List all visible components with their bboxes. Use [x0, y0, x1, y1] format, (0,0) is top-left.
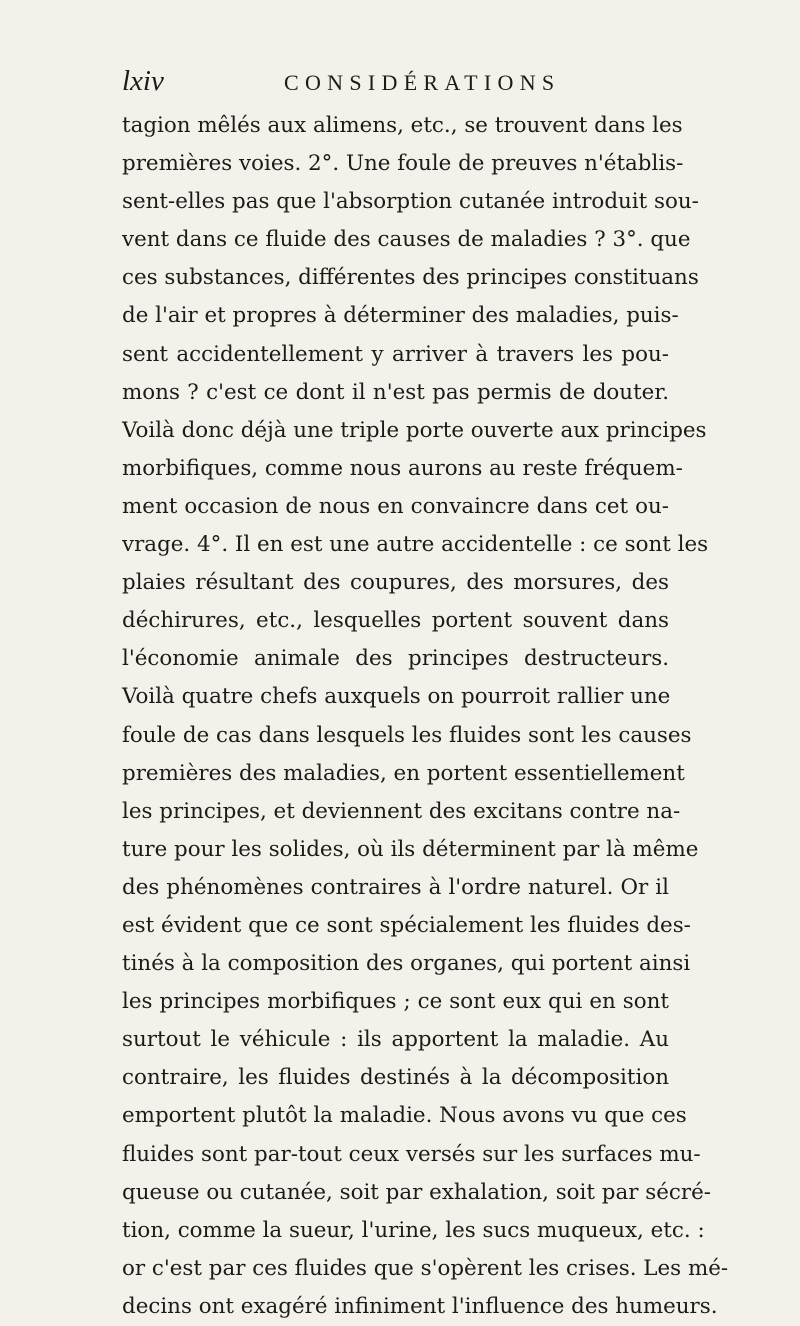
- text-line: queuse ou cutanée, soit par exhalation, soit par sécré-: [122, 1179, 711, 1205]
- text-line: vrage. 4°. Il en est une autre accidentelle : ce sont les: [122, 532, 709, 558]
- text-line: premières voies. 2°. Une foule de preuves n'établis-: [122, 151, 684, 177]
- body-text: [122, 107, 729, 1326]
- text-line: tagion mêlés aux alimens, etc., se trouvent dans les: [122, 113, 683, 138]
- text-line: sent-elles pas que l'absorption cutanée introduit sou-: [122, 189, 699, 215]
- text-line: fluides sont par-tout ceux versés sur les surfaces mu-: [122, 1141, 701, 1167]
- text-line: vent dans ce fluide des causes de maladies ? 3°. que: [122, 227, 691, 253]
- text-line: ces substances, différentes des principes constituans: [122, 265, 699, 291]
- text-line: decins ont exagéré infiniment l'influence des humeurs.: [122, 1293, 718, 1319]
- text-line: est évident que ce sont spécialement les fluides des-: [122, 912, 691, 938]
- text-line: ment occasion de nous en convaincre dans cet ou-: [122, 493, 669, 519]
- text-line: Voilà quatre chefs auxquels on pourroit rallier une: [122, 684, 671, 710]
- text-line: mons ? c'est ce dont il n'est pas permis de douter.: [122, 379, 669, 405]
- text-line: l'économie animale des principes destructeurs.: [122, 646, 669, 672]
- text-line: or c'est par ces fluides que s'opèrent les crises. Les mé-: [122, 1255, 729, 1281]
- text-line: tion, comme la sueur, l'urine, les sucs muqueux, etc. :: [122, 1217, 705, 1243]
- text-line: surtout le véhicule : ils apportent la maladie. Au: [122, 1027, 669, 1053]
- text-line: sent accidentellement y arriver à travers les pou-: [122, 341, 669, 367]
- text-line: déchirures, etc., lesquelles portent souvent dans: [122, 608, 669, 634]
- text-line: premières des maladies, en portent essentiellement: [122, 760, 685, 786]
- text-line: des phénomènes contraires à l'ordre naturel. Or il: [122, 874, 669, 900]
- text-line: les principes morbifiques ; ce sont eux qui en sont: [122, 989, 669, 1015]
- text-line: tinés à la composition des organes, qui portent ainsi: [122, 951, 691, 977]
- text-line: contraire, les fluides destinés à la décomposition: [122, 1065, 669, 1091]
- text-line: plaies résultant des coupures, des morsures, des: [122, 570, 669, 596]
- text-line: Voilà donc déjà une triple porte ouverte aux principes: [122, 417, 707, 443]
- running-head: [122, 64, 662, 104]
- text-line: foule de cas dans lesquels les fluides sont les causes: [122, 722, 692, 748]
- text-line: emportent plutôt la maladie. Nous avons vu que ces: [122, 1103, 687, 1129]
- text-line: de l'air et propres à déterminer des maladies, puis-: [122, 303, 679, 329]
- page-number: lxiv: [122, 65, 164, 97]
- text-line: les principes, et deviennent des excitans contre na-: [122, 798, 681, 824]
- text-line: ture pour les solides, où ils déterminent par là même: [122, 836, 699, 862]
- running-title: CONSIDÉRATIONS: [284, 70, 561, 95]
- text-line: morbifiques, comme nous aurons au reste fréquem-: [122, 455, 683, 481]
